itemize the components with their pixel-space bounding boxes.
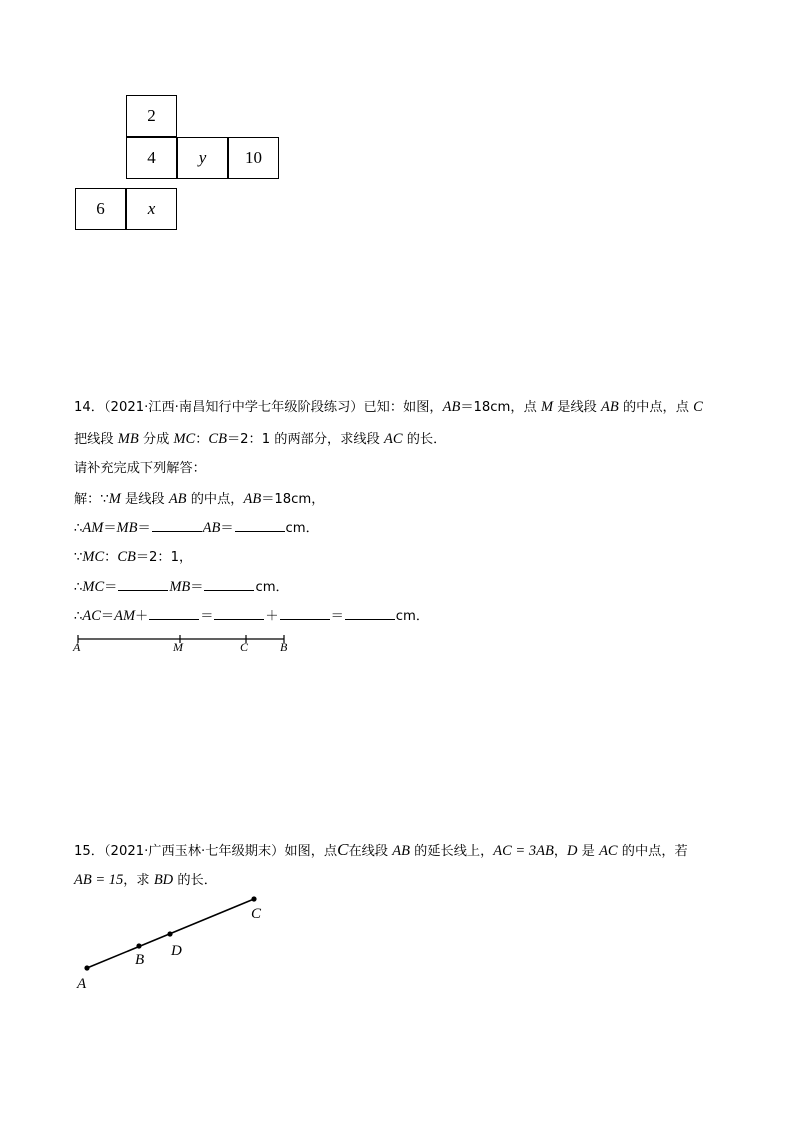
point-a bbox=[84, 965, 89, 970]
q14-line-1: 14．（2021·江西·南昌知行中学七年级阶段练习）已知：如图，AB＝18cm，点 M 是线段 AB 的中点，点 C bbox=[74, 399, 703, 415]
label-b: B bbox=[280, 640, 288, 654]
q14-line-4: 解：∵M 是线段 AB 的中点，AB＝18cm， bbox=[74, 491, 325, 507]
label-d: D bbox=[171, 943, 182, 959]
net-cell-x: x bbox=[126, 188, 177, 230]
net-cell-right: 10 bbox=[228, 137, 279, 179]
q15-line-1: 15．（2021·广西玉林·七年级期末）如图，点C在线段 AB 的延长线上，AC = 3AB，D 是 AC 的中点，若 bbox=[74, 840, 688, 859]
point-b bbox=[136, 943, 141, 948]
label-c: C bbox=[240, 640, 249, 654]
label-c: C bbox=[251, 906, 262, 922]
net-cell-top: 2 bbox=[126, 95, 177, 137]
q15-line-2: AB = 15，求 BD 的长． bbox=[74, 872, 217, 888]
q14-line-8: ∴AC＝AM＋ ＝ ＋ ＝ cm． bbox=[74, 608, 430, 624]
net-cell-middle: 4 bbox=[126, 137, 177, 179]
q14-line-6: ∵MC：CB＝2：1， bbox=[74, 549, 193, 565]
point-d bbox=[167, 931, 172, 936]
q14-line-5: ∴AM＝MB＝ AB＝ cm． bbox=[74, 520, 319, 536]
point-c bbox=[251, 896, 256, 901]
q15-segment-figure bbox=[0, 880, 400, 1010]
q14-line-3: 请补充完成下列解答： bbox=[74, 461, 206, 476]
label-a: A bbox=[73, 640, 81, 654]
q14-line-2: 把线段 MB 分成 MC：CB＝2：1 的两部分，求线段 AC 的长． bbox=[74, 431, 447, 447]
label-a: A bbox=[77, 976, 87, 992]
net-cell-left: 6 bbox=[75, 188, 126, 230]
net-cell-y: y bbox=[177, 137, 228, 179]
q14-line-7: ∴MC＝ MB＝ cm． bbox=[74, 579, 289, 595]
label-m: M bbox=[173, 640, 183, 654]
label-b: B bbox=[135, 952, 145, 968]
